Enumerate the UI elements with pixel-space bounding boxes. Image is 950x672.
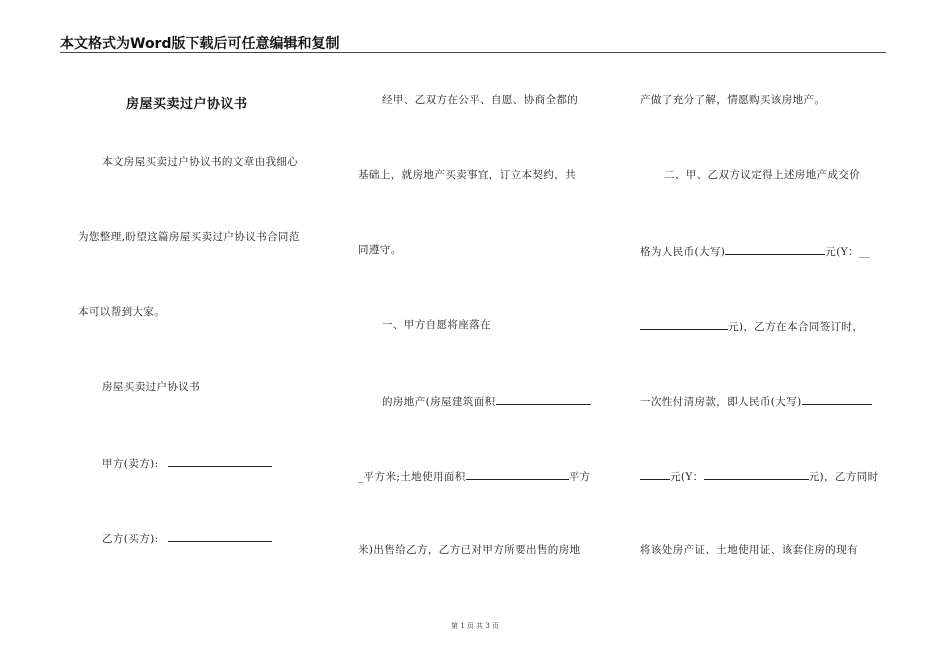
col3-line-5 bbox=[640, 393, 872, 409]
party-b-label: 乙方(买方): bbox=[102, 533, 159, 545]
col2-line-1: 经甲、乙双方在公平、自愿、协商全都的 bbox=[382, 94, 579, 106]
col2-line-6 bbox=[358, 468, 591, 484]
intro-line-3: 本可以帮到大家。 bbox=[78, 306, 166, 318]
party-a-blank bbox=[168, 455, 272, 467]
price-uppercase-label: 格为人民币(大写) bbox=[640, 246, 726, 258]
col2-line-7: 米)出售给乙方，乙方已对甲方所要出售的房地 bbox=[358, 544, 581, 556]
col3-line-1: 产做了充分了解，情愿购买该房地产。 bbox=[640, 94, 826, 106]
price-yuan-label: 元(Y： bbox=[825, 246, 859, 258]
payment-uppercase-blank-2 bbox=[640, 468, 670, 480]
party-a-label: 甲方(卖方): bbox=[102, 458, 159, 470]
intro-line-2: 为您整理,盼望这篇房屋买卖过户协议书合同范 bbox=[78, 231, 300, 243]
land-area-blank bbox=[466, 468, 569, 480]
land-area-label: _平方米;土地使用面积 bbox=[358, 471, 466, 483]
col2-line-4: 一、甲方自愿将座落在 bbox=[382, 319, 491, 331]
col3-line-3 bbox=[640, 243, 870, 259]
col3-line-6 bbox=[640, 468, 879, 484]
col3-line-4 bbox=[640, 318, 863, 334]
building-area-label: 的房地产(房屋建筑面积 bbox=[382, 396, 496, 408]
header-divider bbox=[60, 52, 886, 53]
col2-line-5 bbox=[382, 393, 591, 409]
col2-line-3: 同遵守。 bbox=[358, 244, 402, 256]
document-title: 房屋买卖过户协议书 bbox=[126, 97, 248, 112]
payment-uppercase-label: 一次性付清房款，即人民币(大写) bbox=[640, 396, 802, 408]
building-area-blank bbox=[496, 393, 591, 405]
party-b-line bbox=[102, 530, 272, 546]
payment-uppercase-blank bbox=[802, 393, 872, 405]
intro-line-1: 本文房屋买卖过户协议书的文章由我细心 bbox=[102, 156, 299, 168]
price-uppercase-blank bbox=[725, 243, 825, 255]
payment-tail-text: 元)，乙方同时 bbox=[808, 471, 879, 483]
col3-line-2: 二、甲、乙双方议定得上述房地产成交价 bbox=[664, 169, 861, 181]
col2-line-2: 基础上，就房地产买卖事宜，订立本契约，共 bbox=[358, 169, 576, 181]
payment-numeric-blank bbox=[704, 468, 809, 480]
page-number: 第 1 页 共 3 页 bbox=[450, 622, 500, 630]
contract-signing-text: 元)，乙方在本合同签订时， bbox=[728, 321, 864, 333]
header-title: 本文格式为Word版下载后可任意编辑和复制 bbox=[60, 36, 340, 52]
party-b-blank bbox=[168, 530, 272, 542]
col3-line-7: 将该处房产证、土地使用证、该套住房的现有 bbox=[640, 544, 858, 556]
price-numeric-blank bbox=[640, 318, 728, 330]
land-area-unit: 平方 bbox=[568, 471, 591, 483]
agreement-subtitle: 房屋买卖过户协议书 bbox=[102, 381, 201, 393]
payment-yuan-label: 元(Y： bbox=[670, 471, 704, 483]
price-numeric-start: __ bbox=[858, 246, 871, 258]
party-a-line bbox=[102, 455, 272, 471]
